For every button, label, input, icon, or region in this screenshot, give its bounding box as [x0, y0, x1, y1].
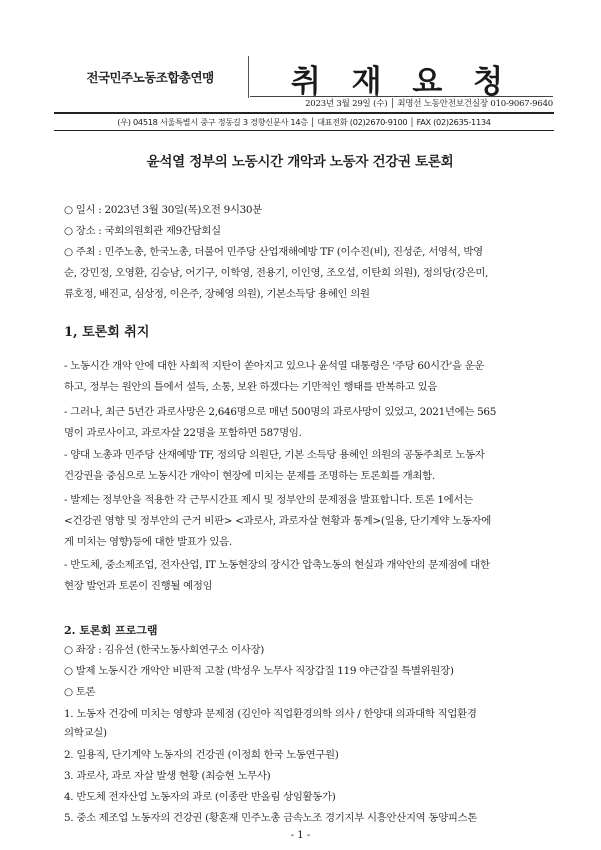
- info-line: ○ 주최 : 민주노총, 한국노총, 더불어 민주당 산업재해예방 TF (이수진(비), 진성준, 서영석, 박영: [64, 246, 483, 258]
- info-line: ○ 장소 : 국회의원회관 제9간담회실: [64, 225, 221, 237]
- section-1-heading: 1, 토론회 취지: [64, 325, 150, 340]
- doc-title: 취 재 요 청: [290, 64, 514, 100]
- body-line: - 반도체, 중소제조업, 전자산업, IT 노동현장의 장시간 압축노동의 현실과 개악안의 문제점에 대한: [64, 559, 490, 571]
- program-line: 4. 반도체 전자산업 노동자의 과로 (이종란 반올림 상임활동가): [64, 791, 336, 803]
- page-number: - 1 -: [290, 830, 311, 841]
- body-line: 명이 과로사이고, 과로자살 22명을 포함하면 587명임.: [64, 427, 302, 439]
- dateline: 2023년 3월 29일 (수) │ 최명선 노동안전보건실장 010-9067-9640: [250, 96, 553, 111]
- body-line: 하고, 정부는 원안의 틀에서 설득, 소통, 보완 하겠다는 기만적인 행태를 반복하고 있음: [64, 381, 438, 393]
- body-line: 현장 발언과 토론이 진행될 예정임: [64, 580, 213, 592]
- section-2-heading: 2. 토론회 프로그램: [64, 624, 158, 637]
- program-line: 2. 일용직, 단기계약 노동자의 건강권 (이정희 한국 노동연구원): [64, 749, 339, 761]
- program-line: ○ 발제 노동시간 개악안 비판적 고찰 (박성우 노무사 직장갑질 119 야근갑질 특별위원장): [64, 665, 454, 677]
- main-title: 윤석열 정부의 노동시간 개악과 노동자 건강권 토론회: [146, 154, 454, 170]
- body-line: - 양대 노총과 민주당 산재예방 TF, 정의당 의원단, 기본 소득당 용혜인 의원의 공동주최로 노동자: [64, 449, 485, 461]
- program-line: 5. 중소 제조업 노동자의 건강권 (황혼재 민주노총 금속노조 경기지부 시흥안산지역 동양피스톤: [64, 812, 478, 824]
- body-line: - 노동시간 개악 안에 대한 사회적 지탄이 쏟아지고 있으나 윤석열 대통령은 '주당 60시간'을 운운: [64, 360, 485, 372]
- body-line: - 그러나, 최근 5년간 과로사망은 2,646명으로 매년 500명의 과로사망이 있었고, 2021년에는 565: [64, 406, 497, 418]
- program-line: 의학교실): [64, 727, 107, 739]
- org-name: 전국민주노동조합총연맹: [86, 70, 214, 85]
- program-line: 3. 과로사, 과로 자살 발생 현황 (최승현 노무사): [64, 770, 271, 782]
- header-divider: [248, 56, 249, 98]
- body-line: <건강권 영향 및 정부안의 근거 비판> <과로사, 과로자살 현황과 통계>(일용, 단기계약 노동자에: [64, 515, 491, 527]
- info-line: ○ 일시 : 2023년 3월 30일(목)오전 9시30분: [64, 204, 262, 216]
- info-line: 순, 강민정, 오영환, 김승남, 어기구, 이학영, 전용기, 이인영, 조오섭, 이탄희 의원), 정의당(강은미,: [64, 267, 489, 279]
- program-line: ○ 좌장 : 김유선 (한국노동사회연구소 이사장): [64, 644, 265, 656]
- info-line: 류호정, 배진교, 심상정, 이은주, 장혜영 의원), 기본소득당 용혜인 의원: [64, 288, 370, 300]
- body-line: 건강권을 중심으로 노동시간 개악이 현장에 미치는 문제를 조명하는 토론회를 개최함.: [64, 470, 435, 482]
- program-line: 1. 노동자 건강에 미치는 영향과 문제점 (김인아 직업환경의학 의사 / 한양대 의과대학 직업환경: [64, 708, 477, 720]
- body-line: - 발제는 정부안을 적용한 각 근무시간표 제시 및 정부안의 문제점을 발표합니다. 토론 1에서는: [64, 494, 473, 506]
- program-line: ○ 토론: [64, 686, 96, 698]
- address-bar: (우) 04518 서울특별시 중구 정동길 3 경향신문사 14층 │ 대표전화 (02)2670-9100 │ FAX (02)2635-1134: [54, 112, 554, 131]
- body-line: 게 미치는 영향)등에 대한 발표가 있음.: [64, 536, 232, 548]
